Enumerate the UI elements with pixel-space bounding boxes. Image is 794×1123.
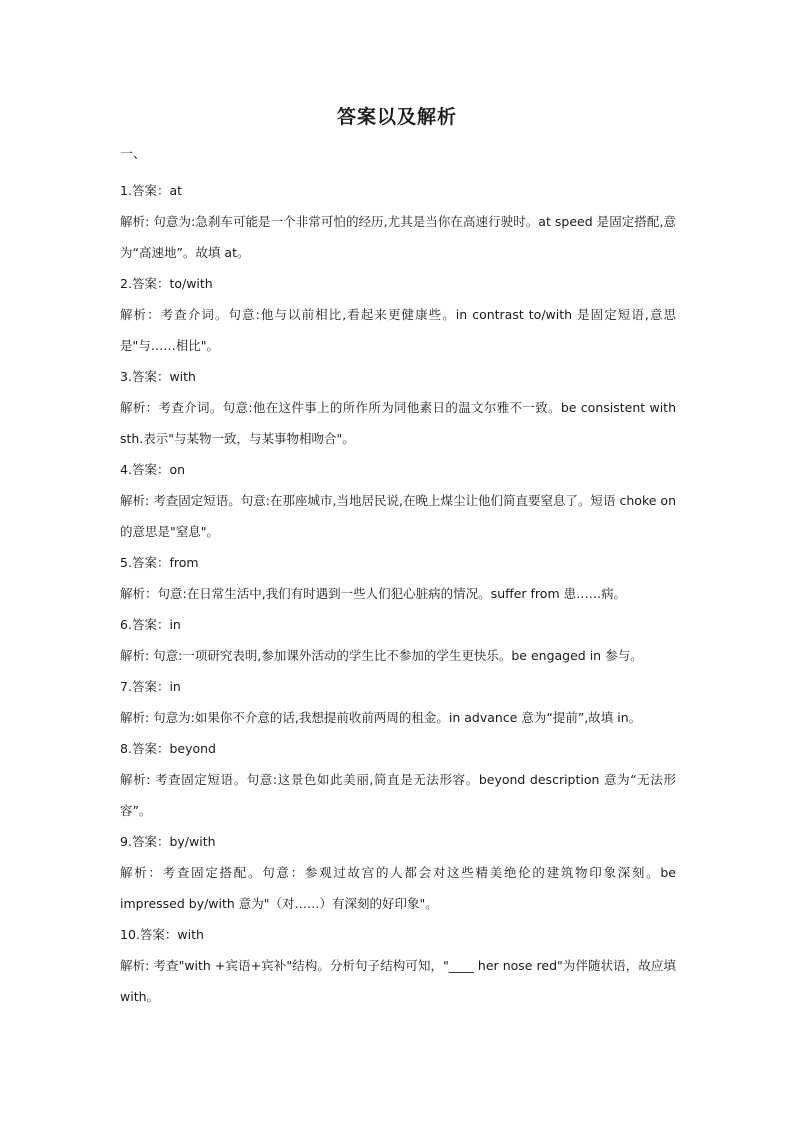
analysis-text: 解析: 考查固定短语。句意:这景色如此美丽,简直是无法形容。beyond description 意为“无法形容”。	[120, 772, 676, 818]
answer-item	[120, 361, 676, 454]
answer-line	[120, 175, 676, 206]
answer-value: to/with	[169, 276, 213, 291]
answer-item	[120, 826, 676, 919]
answer-label: 答案：	[131, 183, 170, 198]
analysis-text: 解析：句意:在日常生活中,我们有时遇到一些人们犯心脏病的情况。suffer from 患……病。	[120, 586, 627, 601]
answer-label: 答案：	[139, 927, 178, 942]
answer-line	[120, 609, 676, 640]
answer-value: beyond	[169, 741, 216, 756]
item-number: 10.	[120, 927, 140, 942]
analysis-text: 解析: 句意为:如果你不介意的话,我想提前收前两周的租金。in advance 意为“提前”,故填 in。	[120, 710, 642, 725]
answer-value: on	[169, 462, 186, 477]
answer-label: 答案：	[131, 741, 170, 756]
item-number: 1.	[120, 183, 132, 198]
answer-value: with	[169, 369, 196, 384]
answer-label: 答案：	[131, 462, 170, 477]
item-number: 7.	[120, 679, 132, 694]
answer-value: in	[169, 617, 181, 632]
analysis-text: 解析: 考查固定短语。句意:在那座城市,当地居民说,在晚上煤尘让他们简直要窒息了。短语 choke on 的意思是"窒息"。	[120, 493, 676, 539]
answer-value: at	[169, 183, 183, 198]
answer-item	[120, 733, 676, 826]
analysis-text: 解析: 考查"with +宾语+宾补"结构。分析句子结构可知，"____ her nose red"为伴随状语，故应填 with。	[120, 958, 676, 1004]
answer-line	[120, 733, 676, 764]
answer-line	[120, 919, 676, 950]
answer-item	[120, 547, 676, 609]
answer-label: 答案：	[131, 617, 170, 632]
item-number: 5.	[120, 555, 132, 570]
analysis-text: 解析: 句意:一项研究表明,参加课外活动的学生比不参加的学生更快乐。be engaged in 参与。	[120, 648, 643, 663]
answer-item	[120, 454, 676, 547]
answer-value: from	[169, 555, 199, 570]
page-title: 答案以及解析	[336, 106, 457, 128]
answer-item	[120, 671, 676, 733]
item-number: 2.	[120, 276, 132, 291]
analysis-text: 解析：考查介词。句意:他在这件事上的所作所为同他素日的温文尔雅不一致。be consistent with sth.表示"与某物一致，与某事物相吻合"。	[120, 400, 676, 446]
section-heading: 一、	[120, 147, 147, 162]
answer-label: 答案：	[131, 555, 170, 570]
answer-item	[120, 609, 676, 671]
answer-line	[120, 268, 676, 299]
item-number: 6.	[120, 617, 132, 632]
item-number: 4.	[120, 462, 132, 477]
answer-label: 答案：	[131, 276, 170, 291]
item-number: 3.	[120, 369, 132, 384]
analysis-text: 解析：考查固定搭配。句意：参观过故宫的人都会对这些精美绝伦的建筑物印象深刻。be impressed by/with 意为"（对……）有深刻的好印象"。	[120, 865, 676, 911]
answer-line	[120, 671, 676, 702]
answer-line	[120, 361, 676, 392]
answer-label: 答案：	[131, 834, 170, 849]
answer-value: in	[169, 679, 181, 694]
answer-list	[120, 175, 676, 1012]
analysis-text: 解析: 句意为:急刹车可能是一个非常可怕的经历,尤其是当你在高速行驶时。at speed 是固定搭配,意为“高速地”。故填 at。	[120, 214, 676, 260]
answer-item	[120, 919, 676, 1012]
answer-line	[120, 454, 676, 485]
item-number: 8.	[120, 741, 132, 756]
item-number: 9.	[120, 834, 132, 849]
answer-line	[120, 547, 676, 578]
answer-value: with	[177, 927, 204, 942]
analysis-text: 解析：考查介词。句意:他与以前相比,看起来更健康些。in contrast to/with 是固定短语,意思是"与……相比"。	[120, 307, 676, 353]
answer-value: by/with	[169, 834, 216, 849]
answer-label: 答案：	[131, 369, 170, 384]
answer-item	[120, 268, 676, 361]
answer-item	[120, 175, 676, 268]
answer-label: 答案：	[131, 679, 170, 694]
answer-line	[120, 826, 676, 857]
